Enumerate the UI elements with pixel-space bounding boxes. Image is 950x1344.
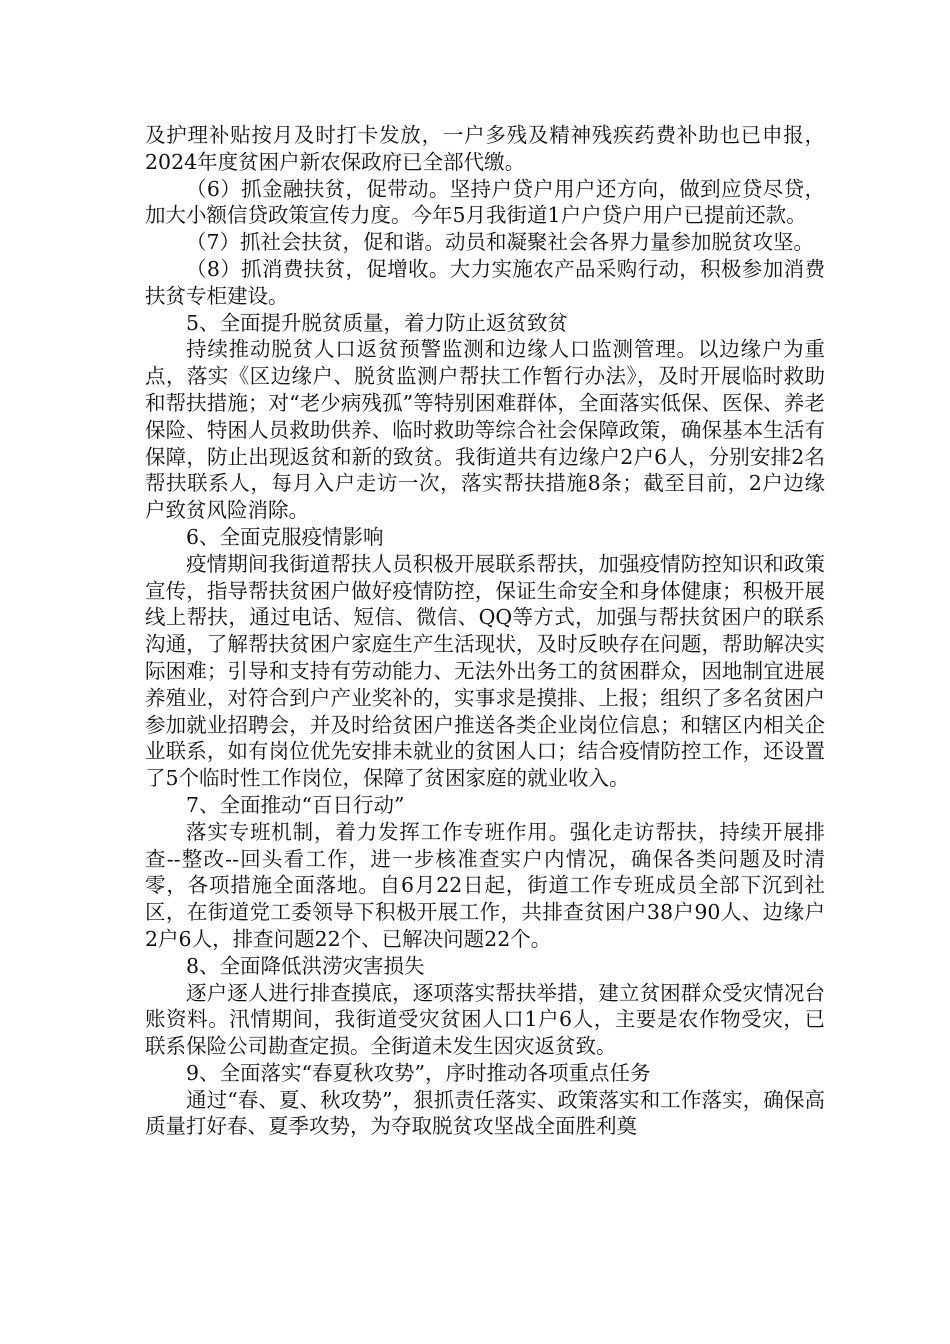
paragraph-10: 落实专班机制，着力发挥工作专班作用。强化走访帮扶，持续开展排查--整改--回头看工作，进一步核准查实户内情况，确保各类问题及时清零，各项措施全面落地。自6月22日起，街道工作专班成员全部下沉到社区，在街道党工委领导下积极开展工作，共排查贫困户38户90人、边缘户2户6人，排查问题22个、已解决问题22个。 <box>145 819 825 951</box>
paragraph-1: 及护理补贴按月及时打卡发放，一户多残及精神残疾药费补助也已申报，2024年度贫困户新农保政府已全部代缴。 <box>145 123 825 174</box>
paragraph-4: （8）抓消费扶贫，促增收。大力实施农产品采购行动，积极参加消费扶贫专柜建设。 <box>145 256 825 308</box>
section-heading-8: 8、全面降低洪涝灾害损失 <box>186 953 425 978</box>
section-heading-7: 7、全面推动“百日行动” <box>186 792 405 817</box>
paragraph-3: （7）抓社会扶贫，促和谐。动员和凝聚社会各界力量参加脱贫攻坚。 <box>186 230 815 255</box>
paragraph-8: 疫情期间我街道帮扶人员积极开展联系帮扶，加强疫情防控知识和政策宣传，指导帮扶贫困户做好疫情防控，保证生命安全和身体健康；积极开展线上帮扶，通过电话、短信、微信、QQ等方式，加强与帮扶贫困户的联系沟通，了解帮扶贫困户家庭生产生活现状，及时反映存在问题，帮助解决实际困难；引导和支持有劳动能力、无法外出务工的贫困群众，因地制宜进展养殖业，对符合到户产业奖补的，实事求是摸排、上报；组织了多名贫困户参加就业招聘会，并及时给贫困户推送各类企业岗位信息；和辖区内相关企业联系，如有岗位优先安排未就业的贫困人口；结合疫情防控工作，还设置了5个临时性工作岗位，保障了贫困家庭的就业收入。 <box>145 551 825 791</box>
section-heading-9: 9、全面落实“春夏秋攻势”，序时推动各项重点任务 <box>186 1060 651 1085</box>
section-heading-5: 5、全面提升脱贫质量，着力防止返贫致贫 <box>186 310 569 335</box>
document-body <box>145 122 825 1140</box>
paragraph-12: 逐户逐人进行排查摸底，逐项落实帮扶举措，建立贫困群众受灾情况台账资料。汛情期间，我街道受灾贫困人口1户6人，主要是农作物受灾，已联系保险公司勘查定损。全街道未发生因灾返贫致。 <box>145 980 825 1059</box>
paragraph-6: 持续推动脱贫人口返贫预警监测和边缘人口监测管理。以边缘户为重点，落实《区边缘户、脱贫监测户帮扶工作暂行办法》，及时开展临时救助和帮扶措施；对“老少病残孤”等特别困难群体，全面落实低保、医保、养老保险、特困人员救助供养、临时救助等综合社会保障政策，确保基本生活有保障，防止出现返贫和新的致贫。我街道共有边缘户2户6人，分别安排2名帮扶联系人，每月入户走访一次，落实帮扶措施8条；截至目前，2户边缘户致贫风险消除。 <box>145 337 825 523</box>
paragraph-14: 通过“春、夏、秋攻势”，狠抓责任落实、政策落实和工作落实，确保高质量打好春、夏季攻势，为夺取脱贫攻坚战全面胜利奠 <box>145 1087 825 1139</box>
section-heading-6: 6、全面克服疫情影响 <box>186 524 384 549</box>
paragraph-2: （6）抓金融扶贫，促带动。坚持户贷户用户还方向，做到应贷尽贷，加大小额信贷政策宣传力度。今年5月我街道1户户贷户用户已提前还款。 <box>145 176 825 228</box>
